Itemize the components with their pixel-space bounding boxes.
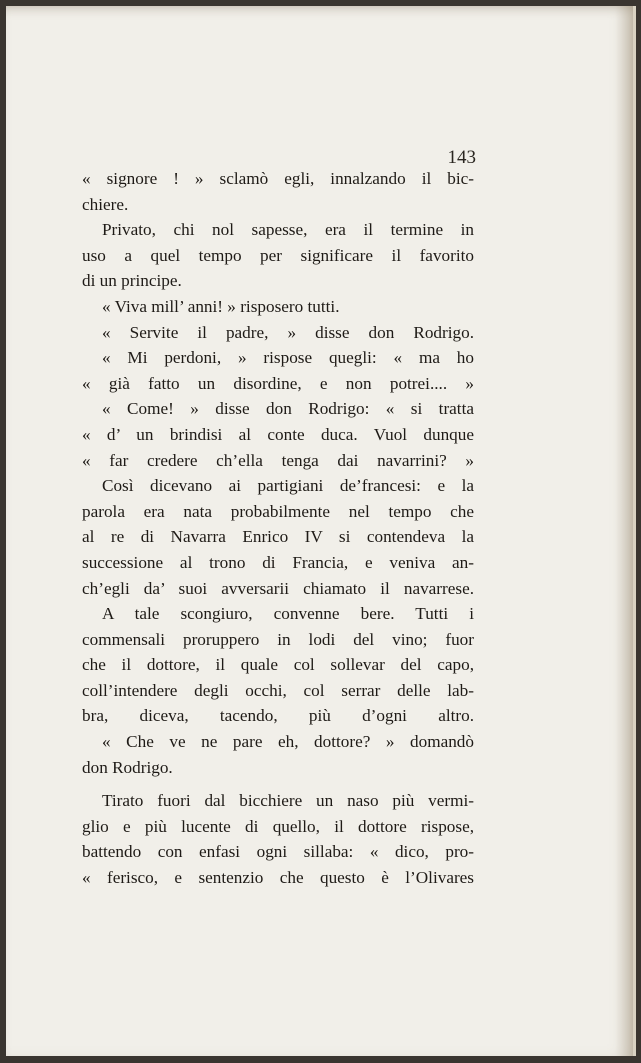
body-text: [82, 166, 474, 891]
text-line: Tirato fuori dal bicchiere un naso più vermi-: [102, 791, 474, 811]
text-line: ch’egli da’ suoi avversarii chiamato il navarrese.: [82, 578, 474, 598]
text-line: glio e più lucente di quello, il dottore rispose,: [82, 816, 474, 836]
text-line: Così dicevano ai partigiani de’francesi: e la: [102, 476, 474, 496]
text-line: di un principe.: [82, 271, 182, 291]
text-line: uso a quel tempo per significare il favorito: [82, 245, 474, 265]
text-line: « Mi perdoni, » rispose quegli: « ma ho: [102, 348, 474, 368]
text-line: battendo con enfasi ogni sillaba: « dico, pro-: [82, 842, 474, 862]
text-line: chiere.: [82, 194, 129, 214]
text-line: « Servite il padre, » disse don Rodrigo.: [102, 322, 474, 342]
text-line: successione al trono di Francia, e veniva an-: [82, 552, 474, 572]
text-line: « signore ! » sclamò egli, innalzando il bic-: [82, 169, 474, 188]
text-line: commensali proruppero in lodi del vino; fuor: [82, 629, 474, 649]
text-line: bra, diceva, tacendo, più d’ogni altro.: [82, 706, 474, 726]
text-line: al re di Navarra Enrico IV si contendeva la: [82, 527, 474, 547]
text-line: « far credere ch’ella tenga dai navarrini? »: [82, 450, 474, 470]
text-line: coll’intendere degli occhi, col serrar delle lab-: [82, 680, 474, 700]
text-line: Privato, chi nol sapesse, era il termine in: [102, 220, 474, 240]
text-line: « Che ve ne pare eh, dottore? » domandò: [102, 732, 474, 752]
text-line: che il dottore, il quale col sollevar del capo,: [82, 655, 474, 675]
text-line: A tale scongiuro, convenne bere. Tutti i: [102, 604, 474, 624]
paragraph-gap: [82, 780, 474, 788]
book-page: [6, 6, 636, 1056]
text-line: « d’ un brindisi al conte duca. Vuol dunque: [82, 424, 474, 444]
text-line: « già fatto un disordine, e non potrei.... »: [82, 373, 474, 393]
text-line: « ferisco, e sentenzio che questo è l’Olivares: [82, 868, 474, 888]
page-edge-shadow: [615, 6, 633, 1056]
text-line: « Viva mill’ anni! » risposero tutti.: [102, 296, 340, 316]
text-line: « Come! » disse don Rodrigo: « si tratta: [102, 399, 474, 419]
text-line: don Rodrigo.: [82, 757, 173, 777]
page-number: 143: [447, 147, 476, 168]
text-line: parola era nata probabilmente nel tempo che: [82, 501, 474, 521]
